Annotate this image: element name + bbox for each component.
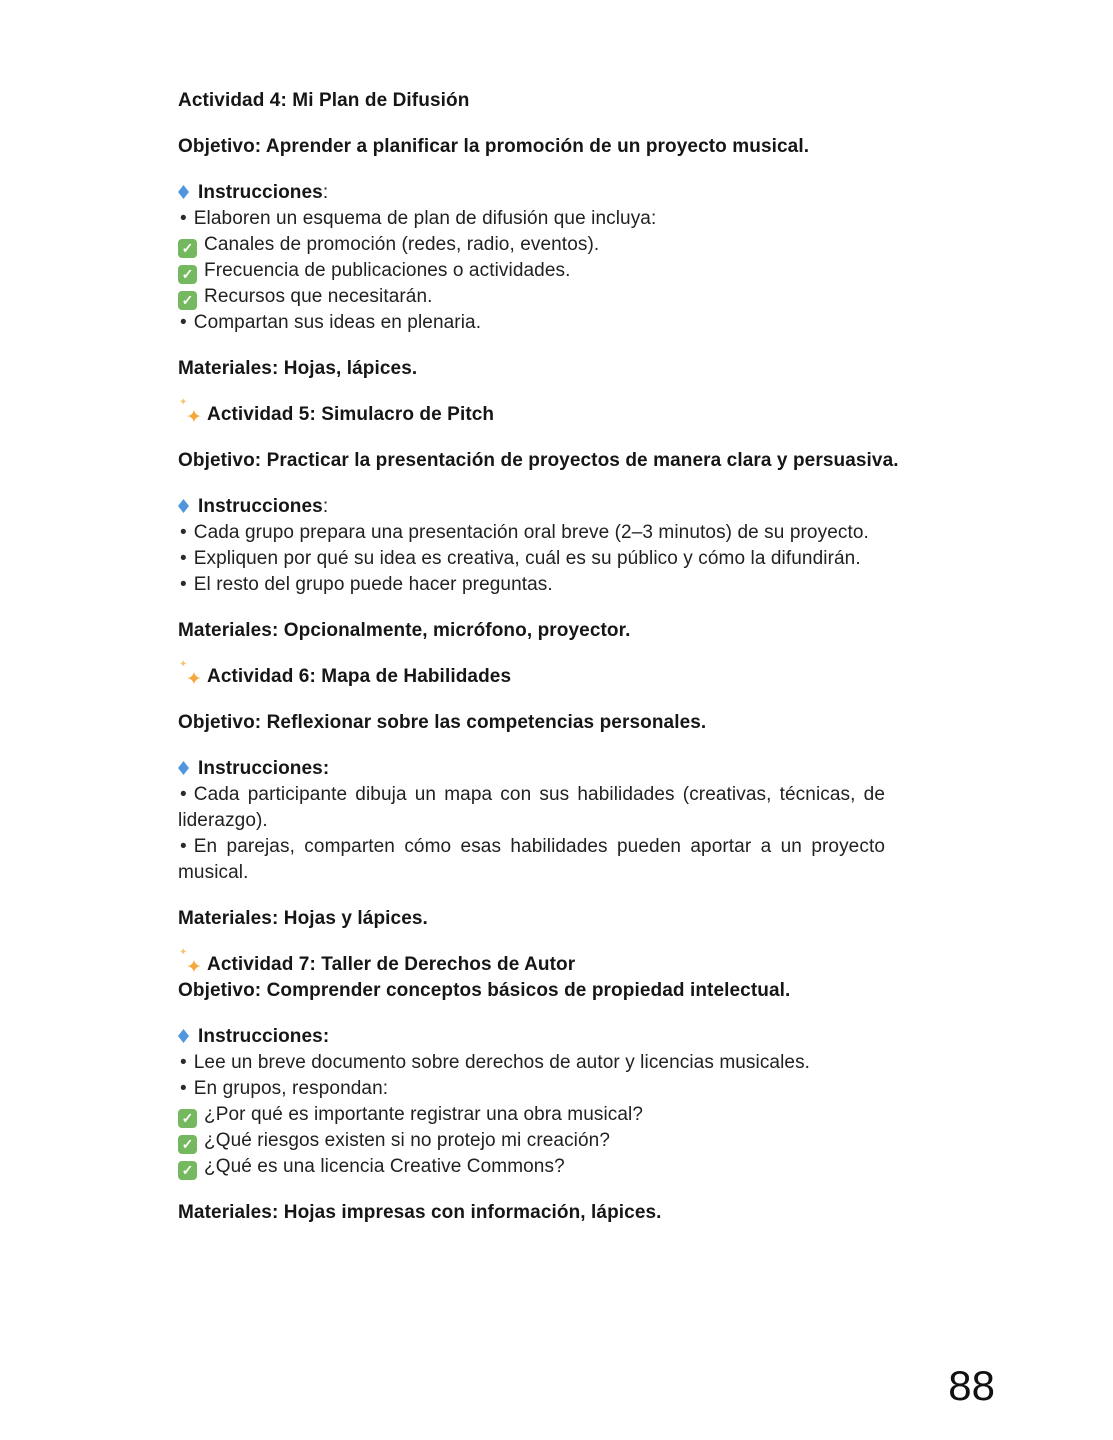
activity-5-materials [178,618,885,644]
text-segment: Cada grupo prepara una presentación oral breve (2–3 minutos) de su proyecto. [193,522,869,543]
check-icon: ✓ [178,1161,197,1180]
text-line [178,284,885,310]
text-line [178,756,885,782]
text-line [178,782,885,808]
activity-5-title [178,397,885,428]
text-segment: Frecuencia de publicaciones o actividades. [204,260,571,281]
page-number: 88 [948,1362,995,1409]
text-line [178,1076,885,1102]
text-segment: Cada participante dibuja un mapa con sus habilidades (creativas, técnicas, de [193,784,885,805]
text-line [178,310,885,336]
text-segment: : [322,182,329,203]
text-line [178,1024,885,1050]
sparkle-star-big: ✦ [185,669,202,690]
sparkle-star-small: ✦ [179,397,188,408]
bullet-icon: • [180,574,187,595]
text-line [178,88,885,114]
activity-4-instructions [178,180,885,336]
bullet-icon: • [180,1078,187,1099]
text-line [178,520,885,546]
activity-5-objective [178,448,899,474]
activity-4-objective [178,134,885,160]
activity-6-objective [178,710,885,736]
text-segment: Objetivo: Comprender conceptos básicos de propiedad intelectual. [178,980,791,1001]
text-segment: Expliquen por qué su idea es creativa, cuál es su público y cómo la difundirán. [193,548,861,569]
text-line [178,1200,885,1226]
text-segment: Objetivo: Aprender a planificar la promoción de un proyecto musical. [178,136,810,157]
text-segment: : [322,496,329,517]
text-segment: ¿Qué riesgos existen si no protejo mi creación? [204,1130,611,1151]
sparkle-icon [178,947,202,978]
text-segment: musical. [178,862,249,883]
text-segment: Materiales: Hojas y lápices. [178,908,428,929]
text-line [178,397,885,428]
text-line [178,860,885,886]
text-line [178,546,885,572]
diamond-icon [178,185,189,199]
activity-7-title [178,947,885,1004]
diamond-icon [178,761,189,775]
activity-7-instructions [178,1024,885,1180]
activity-7-materials [178,1200,885,1226]
text-segment: Canales de promoción (redes, radio, eventos). [204,234,600,255]
bullet-icon: • [180,1052,187,1073]
text-segment: ¿Por qué es importante registrar una obra musical? [204,1104,644,1125]
text-segment: Objetivo: Reflexionar sobre las competencias personales. [178,712,707,733]
text-line [178,1154,885,1180]
text-line [178,572,885,598]
text-segment: ¿Qué es una licencia Creative Commons? [204,1156,565,1177]
check-icon: ✓ [178,291,197,310]
text-segment: En parejas, comparten cómo esas habilidades pueden aportar a un proyecto [193,836,885,857]
activity-6-title [178,659,885,690]
bullet-icon: • [180,784,187,805]
text-segment: Materiales: Opcionalmente, micrófono, proyector. [178,620,631,641]
text-segment: Actividad 6: Mapa de Habilidades [207,666,512,687]
text-segment: Instrucciones [198,496,323,517]
text-line [178,258,885,284]
text-line [178,659,885,690]
text-segment: Compartan sus ideas en plenaria. [193,312,482,333]
text-line [178,180,885,206]
bullet-icon: • [180,836,187,857]
text-line [178,906,885,932]
check-icon: ✓ [178,1109,197,1128]
sparkle-icon [178,397,202,428]
text-segment: Recursos que necesitarán. [204,286,433,307]
text-segment: En grupos, respondan: [193,1078,389,1099]
text-line [178,1050,885,1076]
text-segment: liderazgo). [178,810,268,831]
activity-4-materials [178,356,885,382]
diamond-icon [178,499,189,513]
sparkle-star-big: ✦ [185,407,202,428]
activity-6-instructions [178,756,885,886]
check-icon: ✓ [178,265,197,284]
text-line [178,232,885,258]
text-segment: Materiales: Hojas impresas con información, lápices. [178,1202,662,1223]
text-line [178,1102,885,1128]
text-line [178,494,885,520]
bullet-icon: • [180,208,187,229]
text-segment: Actividad 7: Taller de Derechos de Autor [207,954,576,975]
text-segment: Materiales: Hojas, lápices. [178,358,418,379]
text-line [178,947,885,978]
bullet-icon: • [180,312,187,333]
text-line [178,978,885,1004]
activity-5-instructions [178,494,885,598]
bullet-icon: • [180,548,187,569]
text-line [178,834,885,860]
text-segment: Objetivo: Practicar la presentación de proyectos de manera clara y persuasiva. [178,450,899,471]
text-segment: Elaboren un esquema de plan de difusión que incluya: [193,208,657,229]
activity-4-title [178,88,885,114]
sparkle-star-small: ✦ [179,659,188,670]
text-line [178,356,885,382]
text-line [178,618,885,644]
text-line [178,134,885,160]
text-segment: Lee un breve documento sobre derechos de autor y licencias musicales. [193,1052,811,1073]
sparkle-star-small: ✦ [179,947,188,958]
sparkle-star-big: ✦ [185,957,202,978]
bullet-icon: • [180,522,187,543]
text-segment: Actividad 5: Simulacro de Pitch [207,404,495,425]
activity-6-materials [178,906,885,932]
text-segment: El resto del grupo puede hacer preguntas. [193,574,553,595]
text-segment: Actividad 4: Mi Plan de Difusión [178,90,470,111]
document-body [178,88,899,1226]
text-segment: Instrucciones [198,182,323,203]
diamond-icon [178,1029,189,1043]
check-icon: ✓ [178,1135,197,1154]
sparkle-icon [178,659,202,690]
text-line [178,808,885,834]
text-line [178,710,885,736]
text-segment: Instrucciones: [198,1026,330,1047]
text-line [178,448,899,474]
text-line [178,206,885,232]
text-segment: Instrucciones: [198,758,330,779]
check-icon: ✓ [178,239,197,258]
text-line [178,1128,885,1154]
